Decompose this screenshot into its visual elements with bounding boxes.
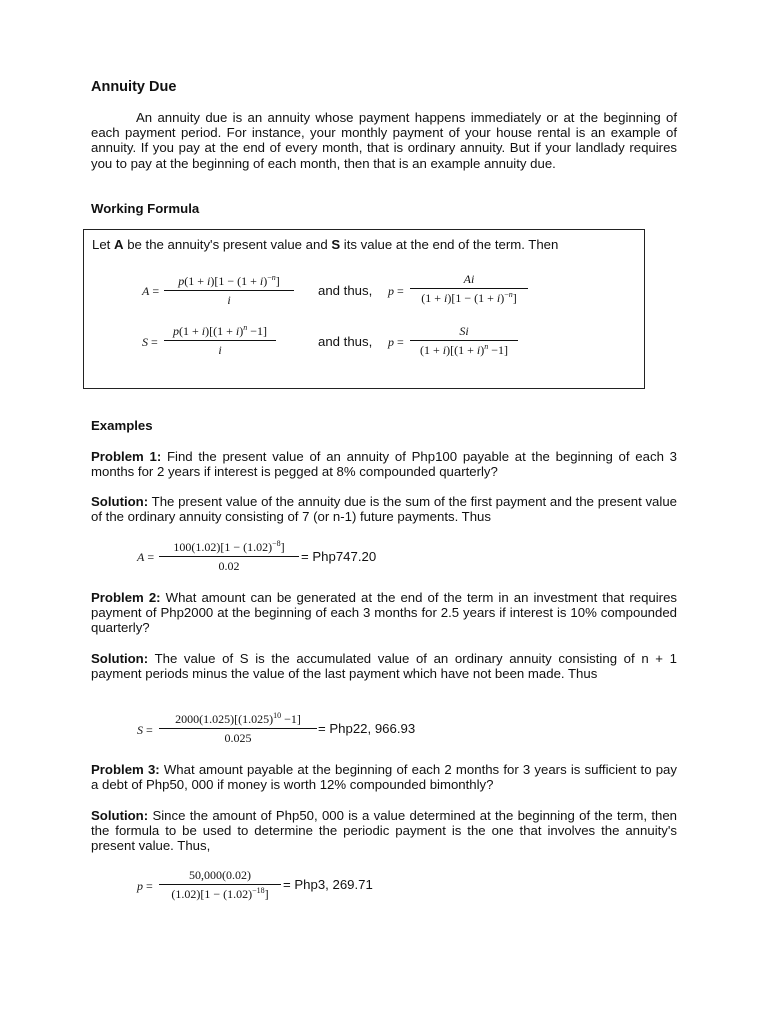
problem-1: Problem 1: Find the present value of an annuity of Php100 payable at the beginning of each 3 months for 2 years if interest is pegged at 8% compounded quarterly?: [91, 449, 677, 480]
result-1: = Php747.20: [301, 549, 377, 564]
problem-2: Problem 2: What amount can be generated at the end of the term in an investment that requires payment of Php2000 at the beginning of each 3 months for 2.5 years if interest is 10% compounded quarterly?: [91, 590, 677, 636]
solution-2: Solution: The value of S is the accumulated value of an ordinary annuity consisting of n + 1 payment periods minus the value of the last payment which have not been made. Thus: [91, 651, 677, 682]
problem-3: Problem 3: What amount payable at the beginning of each 2 months for 3 years is sufficient to pay a debt of Php50, 000 if money is worth 12% compounded bimonthly?: [91, 762, 677, 793]
solution-3: Solution: Since the amount of Php50, 000 is a value determined at the beginning of the term, then the formula to be used to determine the periodic payment is the one that involves the annuity's present value. Thus,: [91, 808, 678, 854]
document-page: Annuity Due An annuity due is an annuity whose payment happens immediately or at the beginning of each payment period. For instance, your monthly payment of your house rental is an example of annuity. If you pay at the end of every month, that is ordinary annuity. But if your landlady requires you to pay at the beginning of each month, then that is an example annuity due. Working Formula Let A be the annuity's present value and S its value at the end of the term. Then A = $\frac{p(1 + i)[1 - (1 + i)^{-n}]}{i}$ and thus, p = $\frac{Ai}{(1 + i)[1 - (1 + i)^{-n}]}$ S = $\frac{p(1 + i)[(1 + i)^n -1]}{i}$ and thus, p = $\frac{Si}{(1 + i)[(1 + i)^n -1]}$ Examples Problem 1: Find the present value of an annuity of Php100 payable at the beginning of each 3 months for 2 years if interest is pegged at 8% compounded quarterly? Solution: The present value of the annuity due is the sum of the first payment and the present value of the ordinary annuity consisting of 7 (or n-1) future payments. Thus A = $\frac{100(1.02)[1 - (1.02)^{-8}]}{0.02}$ = Php747.20 Problem 2: What amount can be generated at the end of the term in an investment that requires payment of Php2000 at the beginning of each 3 months for 2.5 years if interest is 10% compounded quarterly? Solution: The value of S is the accumulated value of an ordinary annuity consisting of n + 1 payment periods minus the value of the last payment which have not been made. Thus S = $\frac{2000(1.025)[(1.025)^{10} -1]}{0.025}$ = Php22, 966.93 Problem 3: What amount payable at the beginning of each 2 months for 3 years is sufficient to pay a debt of Php50, 000 if money is worth 12% compounded bimonthly? Solution: Since the amount of Php50, 000 is a value determined at the beginning of the term, then the formula to be used to determine the periodic payment is the one that involves the annuity's present value. Thus, p = $\frac{50,000(0.02)}{(1.02)[1 - (1.02)^{-18}]}$ = Php3, 269.71: [0, 0, 768, 1024]
intro-text: An annuity due is an annuity whose payment happens immediately or at the beginning of each payment period. For instance, your monthly payment of your house rental is an example of annuity. If you pay at the end of every month, that is ordinary annuity. But if your landlady requires you to pay at the beginning of each month, then that is an example annuity due.: [91, 110, 677, 171]
intro-paragraph: [91, 110, 677, 171]
and-thus-label: and thus,: [318, 283, 373, 298]
page-title: Annuity Due: [91, 79, 177, 95]
result-2: = Php22, 966.93: [318, 721, 416, 736]
formula-box-text: Let A be the annuity's present value and S its value at the end of the term. Then: [92, 237, 559, 252]
working-formula-heading: Working Formula: [91, 201, 200, 216]
and-thus-label: and thus,: [318, 334, 373, 349]
formula-box: Let A be the annuity's present value and S its value at the end of the term. Then A = $\frac{p(1 + i)[1 - (1 + i)^{-n}]}{i}$ and thus, p = $\frac{Ai}{(1 + i)[1 - (1 + i)^{-n}]}$ S = $\frac{p(1 + i)[(1 + i)^n -1]}{i}$ and thus, p = $\frac{Si}{(1 + i)[(1 + i)^n -1]}$: [83, 229, 645, 389]
examples-heading: Examples: [91, 418, 153, 433]
solution-1: Solution: The present value of the annuity due is the sum of the first payment and the present value of the ordinary annuity consisting of 7 (or n-1) future payments. Thus: [91, 494, 677, 525]
result-3: = Php3, 269.71: [283, 877, 373, 892]
